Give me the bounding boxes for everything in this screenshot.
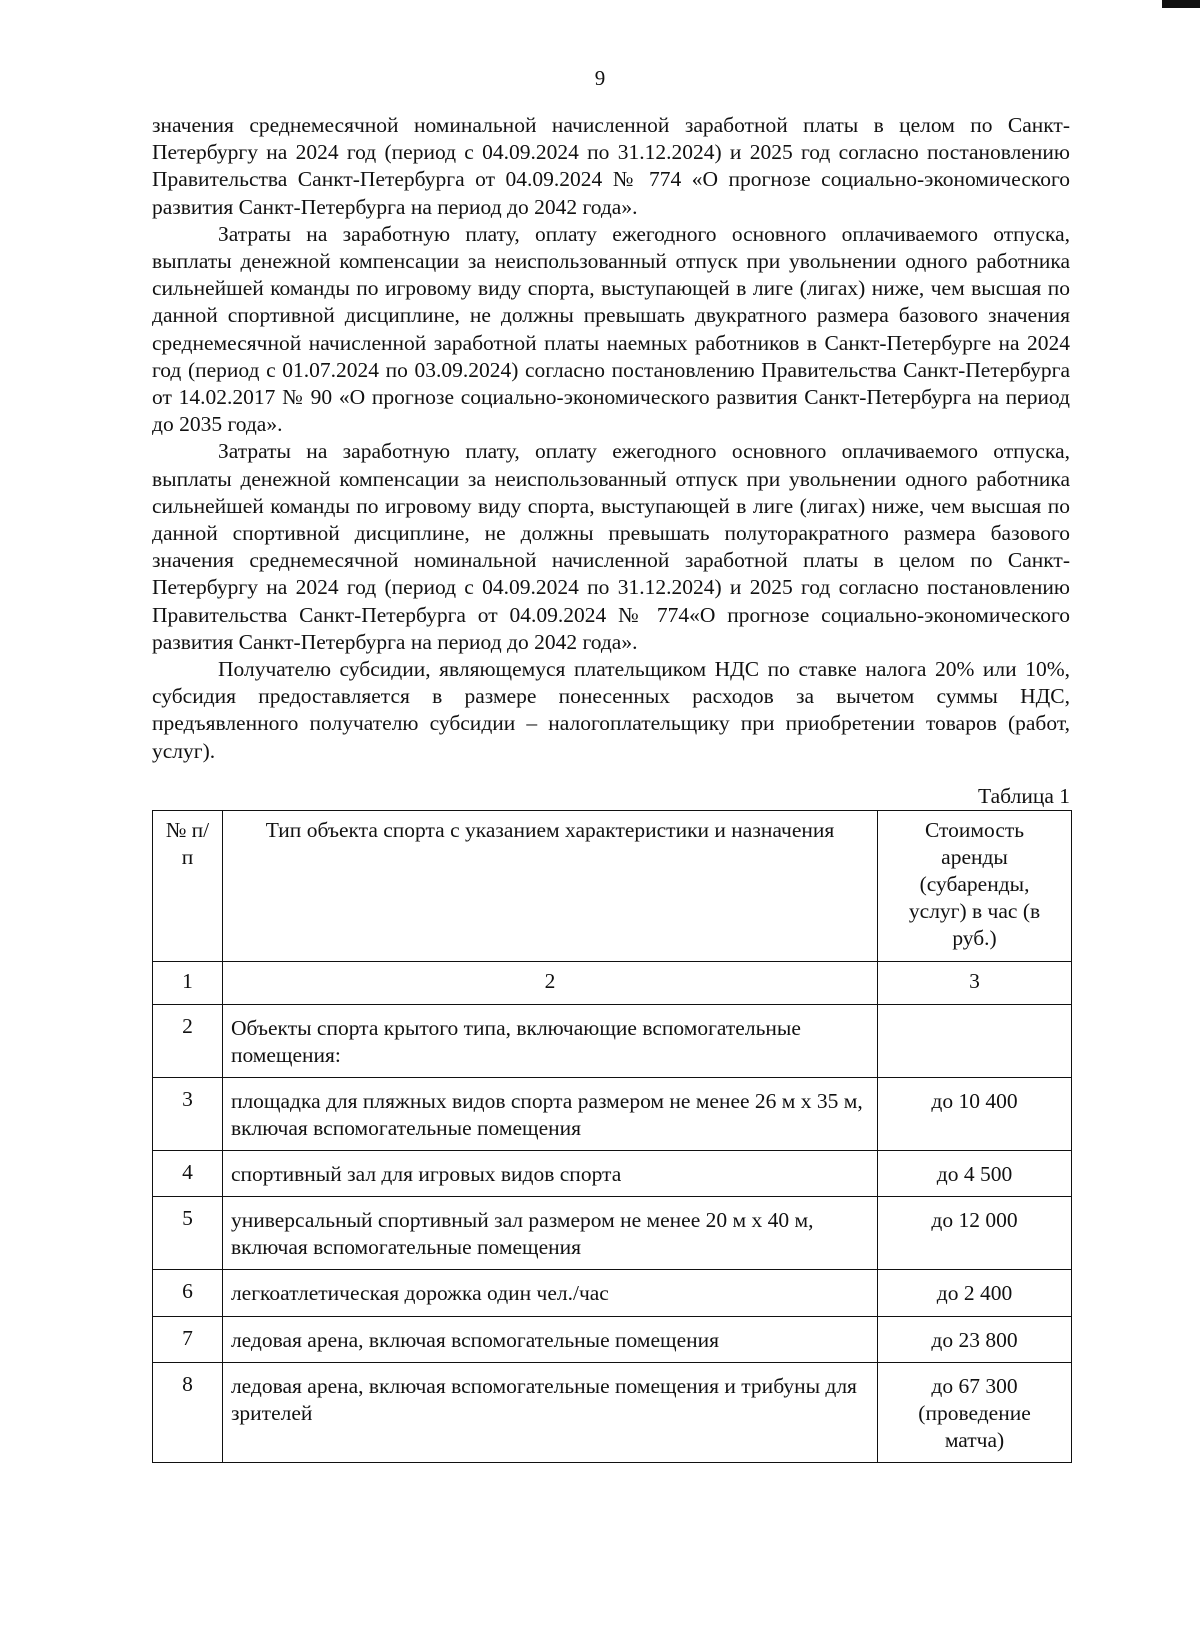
row-price <box>878 1005 1072 1078</box>
row-object-type: универсальный спортивный зал размером не менее 20 м х 40 м, включая вспомогательные помещения <box>222 1197 877 1270</box>
paragraph-1: значения среднемесячной номинальной начисленной заработной платы в целом по Санкт-Петербургу на 2024 год (период с 04.09.2024 по 31.12.2024) и 2025 год согласно постановлению Правительства Санкт-Петербурга от 04.09.2024 № 774 «О прогнозе социально-экономического развития Санкт-Петербурга на период до 2042 года». <box>152 113 1070 219</box>
index-cell: 3 <box>878 962 1072 1005</box>
table-row <box>153 1317 1072 1363</box>
row-number: 7 <box>153 1317 223 1363</box>
row-number: 5 <box>153 1197 223 1270</box>
row-object-type: Объекты спорта крытого типа, включающие вспомогательные помещения: <box>222 1005 877 1078</box>
row-number: 8 <box>153 1363 223 1463</box>
table-header-row <box>153 811 1072 962</box>
paragraph-2: Затраты на заработную плату, оплату ежегодного основного оплачиваемого отпуска, выплаты денежной компенсации за неиспользованный отпуск при увольнении одного работника сильнейшей команды по игровому виду спорта, выступающей в лиге (лигах) ниже, чем высшая по данной спортивной дисциплине, не должны превышать двукратного размера базового значения среднемесячной начисленной заработной платы наемных работников в Санкт-Петербурге на 2024 год (период с 01.07.2024 по 03.09.2024) согласно постановлению Правительства Санкт-Петербурга от 14.02.2017 № 90 «О прогнозе социально-экономического развития Санкт-Петербурга на период до 2035 года». <box>152 221 1070 437</box>
row-price: до 12 000 <box>878 1197 1072 1270</box>
row-number: 3 <box>153 1078 223 1151</box>
row-price: до 4 500 <box>878 1151 1072 1197</box>
body-text <box>152 112 1070 765</box>
index-cell: 2 <box>222 962 877 1005</box>
rent-cost-table <box>152 810 1072 1463</box>
row-price: до 67 300 (проведение матча) <box>878 1363 1072 1463</box>
row-number: 6 <box>153 1270 223 1317</box>
corner-mark <box>1162 0 1200 8</box>
row-object-type: площадка для пляжных видов спорта размером не менее 26 м х 35 м, включая вспомогательные помещения <box>222 1078 877 1151</box>
paragraph-3: Затраты на заработную плату, оплату ежегодного основного оплачиваемого отпуска, выплаты денежной компенсации за неиспользованный отпуск при увольнении одного работника сильнейшей команды по игровому виду спорта, выступающей в лиге (лигах) ниже, чем высшая по данной спортивной дисциплине, не должны превышать полуторакратного размера базового значения среднемесячной номинальной начисленной заработной платы в целом по Санкт-Петербургу на 2024 год (период с 04.09.2024 по 31.12.2024) и 2025 год согласно постановлению Правительства Санкт-Петербурга от 04.09.2024 № 774«О прогнозе социально-экономического развития Санкт-Петербурга на период до 2042 года». <box>152 439 1070 654</box>
table-row <box>153 1078 1072 1151</box>
table-row <box>153 1151 1072 1197</box>
table-row <box>153 1005 1072 1078</box>
index-cell: 1 <box>153 962 223 1005</box>
table-index-row <box>153 962 1072 1005</box>
row-object-type: легкоатлетическая дорожка один чел./час <box>222 1270 877 1317</box>
header-cost: Стоимость аренды (субаренды, услуг) в час (в руб.) <box>878 811 1072 962</box>
table-label: Таблица 1 <box>978 784 1070 808</box>
header-type: Тип объекта спорта с указанием характеристики и назначения <box>222 811 877 962</box>
table-row <box>153 1363 1072 1463</box>
row-price: до 23 800 <box>878 1317 1072 1363</box>
header-num: № п/п <box>153 811 223 962</box>
row-object-type: спортивный зал для игровых видов спорта <box>222 1151 877 1197</box>
row-price: до 10 400 <box>878 1078 1072 1151</box>
row-object-type: ледовая арена, включая вспомогательные помещения и трибуны для зрителей <box>222 1363 877 1463</box>
row-price: до 2 400 <box>878 1270 1072 1317</box>
table-row <box>153 1197 1072 1270</box>
paragraph-4: Получателю субсидии, являющемуся плательщиком НДС по ставке налога 20% или 10%, субсидия предоставляется в размере понесенных расходов за вычетом суммы НДС, предъявленного получателю субсидии – налогоплательщику при приобретении товаров (работ, услуг). <box>152 657 1070 763</box>
row-object-type: ледовая арена, включая вспомогательные помещения <box>222 1317 877 1363</box>
row-number: 2 <box>153 1005 223 1078</box>
page-number: 9 <box>594 66 606 90</box>
table-row <box>153 1270 1072 1317</box>
row-number: 4 <box>153 1151 223 1197</box>
